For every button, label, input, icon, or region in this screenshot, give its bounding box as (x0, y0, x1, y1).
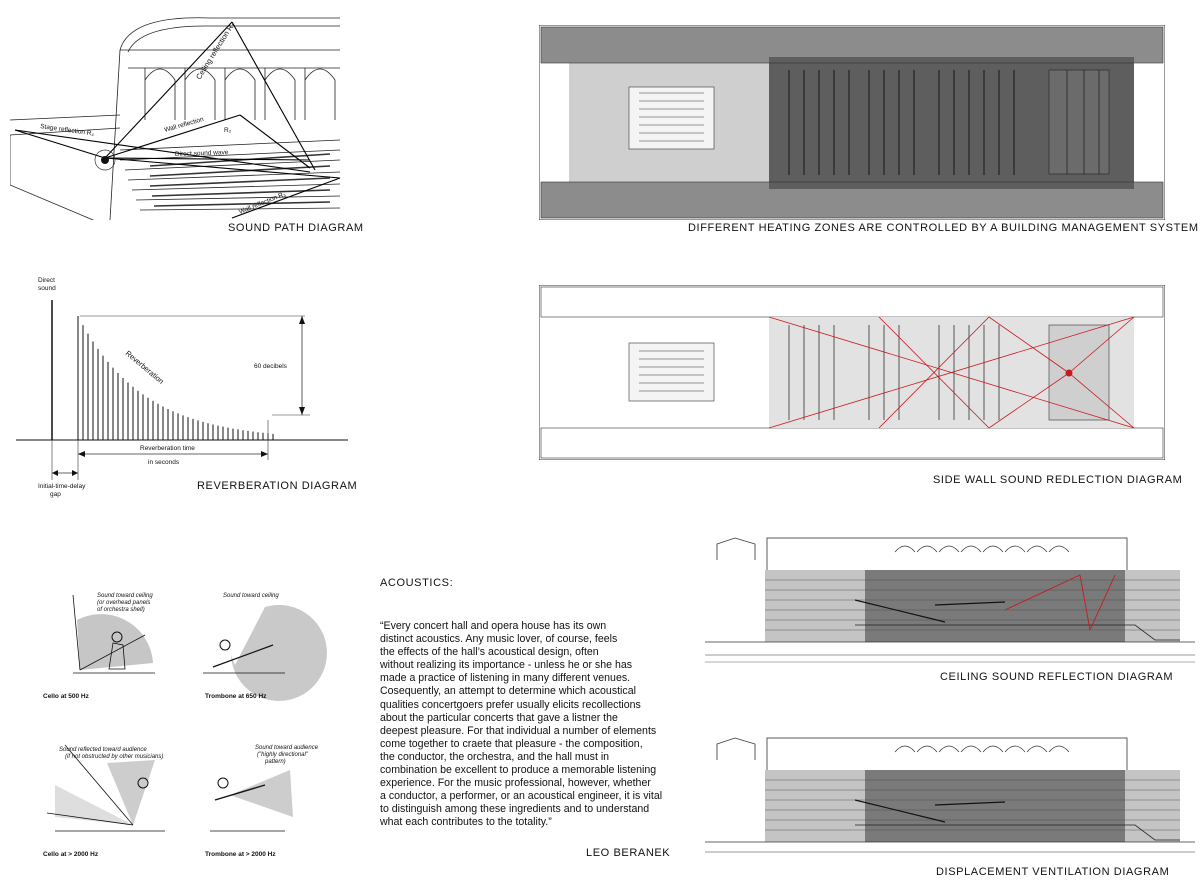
quote-line: qualities concertgoers prefer usually elicits recollections (380, 698, 641, 711)
heating-zones-plan (539, 25, 1165, 220)
quote-line: the conductor, the orchestra, and the hall must in (380, 750, 610, 763)
trombone-2000-caption: Trombone at > 2000 Hz (205, 851, 276, 858)
label-sound: sound (38, 285, 56, 292)
label-in-seconds: in seconds (148, 459, 180, 466)
reverberation-diagram (10, 270, 350, 505)
quote-line: combination be excellent to produce a memorable listening (380, 764, 657, 777)
caption-reverberation: REVERBERATION DIAGRAM (197, 480, 358, 492)
side-wall-plan (539, 285, 1165, 460)
caption-displacement: DISPLACEMENT VENTILATION DIAGRAM (936, 866, 1170, 878)
quote-line: experience. For the music professional, however, whether (380, 777, 651, 790)
sound-path-diagram (10, 10, 350, 220)
quote-line: what each contributes to the totality.” (380, 816, 552, 829)
cello-500-caption: Cello at 500 Hz (43, 693, 89, 700)
label-gap: gap (50, 491, 61, 498)
cello-2000-sketch (43, 745, 165, 858)
quote-line: distinct acoustics. Any music lover, of course, feels (380, 633, 618, 646)
cello-500-sketch (43, 593, 155, 700)
trombone-2000-sketch (205, 745, 319, 858)
caption-side-wall: SIDE WALL SOUND REDLECTION DIAGRAM (933, 474, 1183, 486)
caption-ceiling: CEILING SOUND REFLECTION DIAGRAM (940, 671, 1174, 683)
cello-2000-caption: Cello at > 2000 Hz (43, 851, 99, 858)
trombone-2000-note-2: ("highly directional" (257, 752, 308, 758)
cello-2000-note-2: (if not obstructed by other musicians) (65, 754, 164, 760)
acoustics-heading: ACOUSTICS: (380, 577, 454, 589)
quote-line: to distinguish among these ingredients and to understand (380, 803, 650, 816)
caption-sound-path: SOUND PATH DIAGRAM (228, 222, 364, 234)
cello-500-note-3: of orchestra shell) (97, 607, 145, 613)
label-wall-reflection: Wall reflection (163, 116, 205, 134)
quote-line: the effects of the hall’s acoustical design, often (380, 646, 599, 659)
instrument-diagrams (35, 585, 335, 865)
trombone-650-sketch (203, 593, 327, 701)
label-60-decibels: 60 decibels (254, 363, 287, 370)
quote-line: “Every concert hall and opera house has its own (380, 620, 607, 632)
trombone-2000-note-1: Sound toward audience (255, 745, 319, 751)
label-wall-reflection-r3: Wall reflection R₃ (238, 190, 287, 216)
quote-line: a conductor, a performer, or an acoustical engineer, it is vital (380, 790, 663, 803)
quote-line: without realizing its importance - unless he or she has (380, 659, 633, 672)
quote-line: about the particular concerts that gave a listner the (380, 711, 618, 724)
displacement-section (705, 730, 1195, 860)
label-stage-reflection: Stage reflection R₄ (39, 123, 95, 138)
quote-line: Cosequently, an attempt to determine which acoustical (380, 685, 636, 698)
quote-line: made a practice of listening in many different venues. (380, 672, 631, 685)
ceiling-section (705, 530, 1195, 665)
quote-line: deepest pleasure. For that individual a number of elements (380, 724, 657, 737)
label-itdg: Initial-time-delay (38, 483, 86, 490)
label-ceiling-reflection: Ceiling reflection R₁ (194, 20, 237, 82)
trombone-650-caption: Trombone at 650 Hz (205, 693, 267, 700)
label-direct: Direct (38, 277, 55, 284)
beranek-quote (380, 620, 680, 830)
label-reverberation: Reverberation (123, 348, 166, 386)
caption-heating-zones: DIFFERENT HEATING ZONES ARE CONTROLLED BY A BUILDING MANAGEMENT SYSTEM (688, 222, 1199, 234)
quote-author: LEO BERANEK (586, 847, 671, 859)
label-direct-sound-wave: Direct sound wave (174, 149, 229, 158)
trombone-650-note: Sound toward ceiling (223, 593, 279, 599)
label-r2: R₂ (224, 127, 232, 134)
quote-line: come together to craete that pleasure - the composition, (380, 737, 643, 750)
cello-500-note-2: (or overhead panels (97, 600, 151, 606)
cello-500-note-1: Sound toward ceiling (97, 593, 153, 599)
label-reverb-time: Reverberation time (140, 445, 195, 452)
cello-2000-note-1: Sound reflected toward audience (59, 747, 147, 753)
trombone-2000-note-3: pattern) (265, 759, 286, 765)
